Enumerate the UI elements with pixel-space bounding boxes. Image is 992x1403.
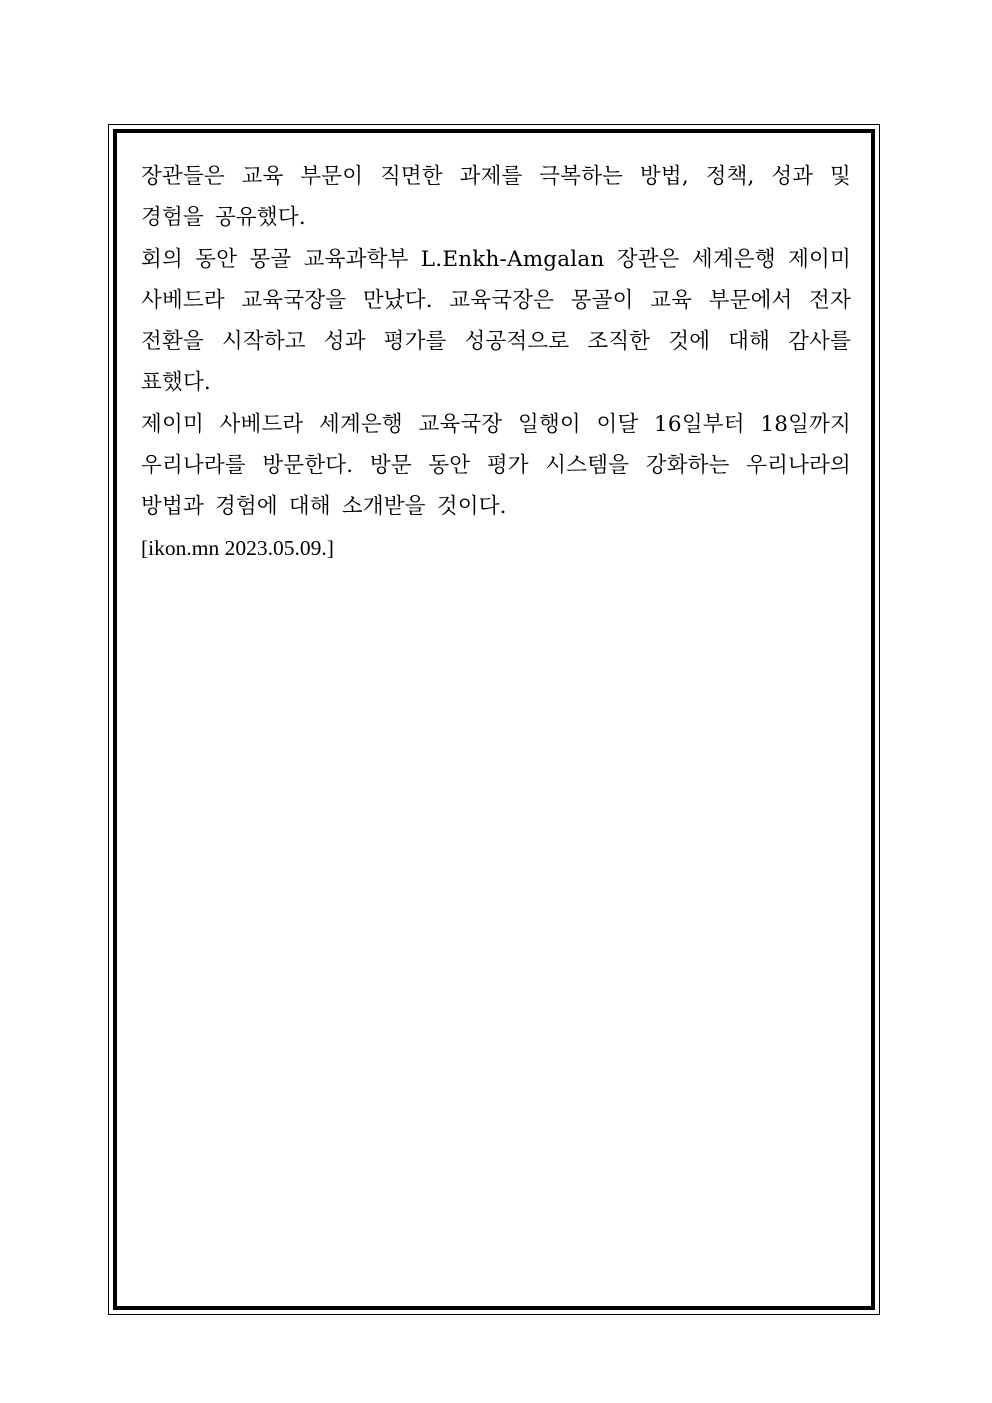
article-body <box>141 156 851 569</box>
paragraph-1: 장관들은 교육 부문이 직면한 과제를 극복하는 방법, 정책, 성과 및 경험을 공유했다. <box>141 164 851 231</box>
paragraph-3: 제이미 사베드라 세계은행 교육국장 일행이 이달 16일부터 18일까지 우리나라를 방문한다. 방문 동안 평가 시스템을 강화하는 우리나라의 방법과 경험에 대해 소개받을 것이다. <box>141 411 851 520</box>
source-citation: [ikon.mn 2023.05.09.] <box>141 535 334 560</box>
paragraph-2: 회의 동안 몽골 교육과학부 L.Enkh-Amgalan 장관은 세계은행 제이미 사베드라 교육국장을 만났다. 교육국장은 몽골이 교육 부문에서 전자 전환을 시작하고 성과 평가를 성공적으로 조직한 것에 대해 감사를 표했다. <box>141 246 851 396</box>
